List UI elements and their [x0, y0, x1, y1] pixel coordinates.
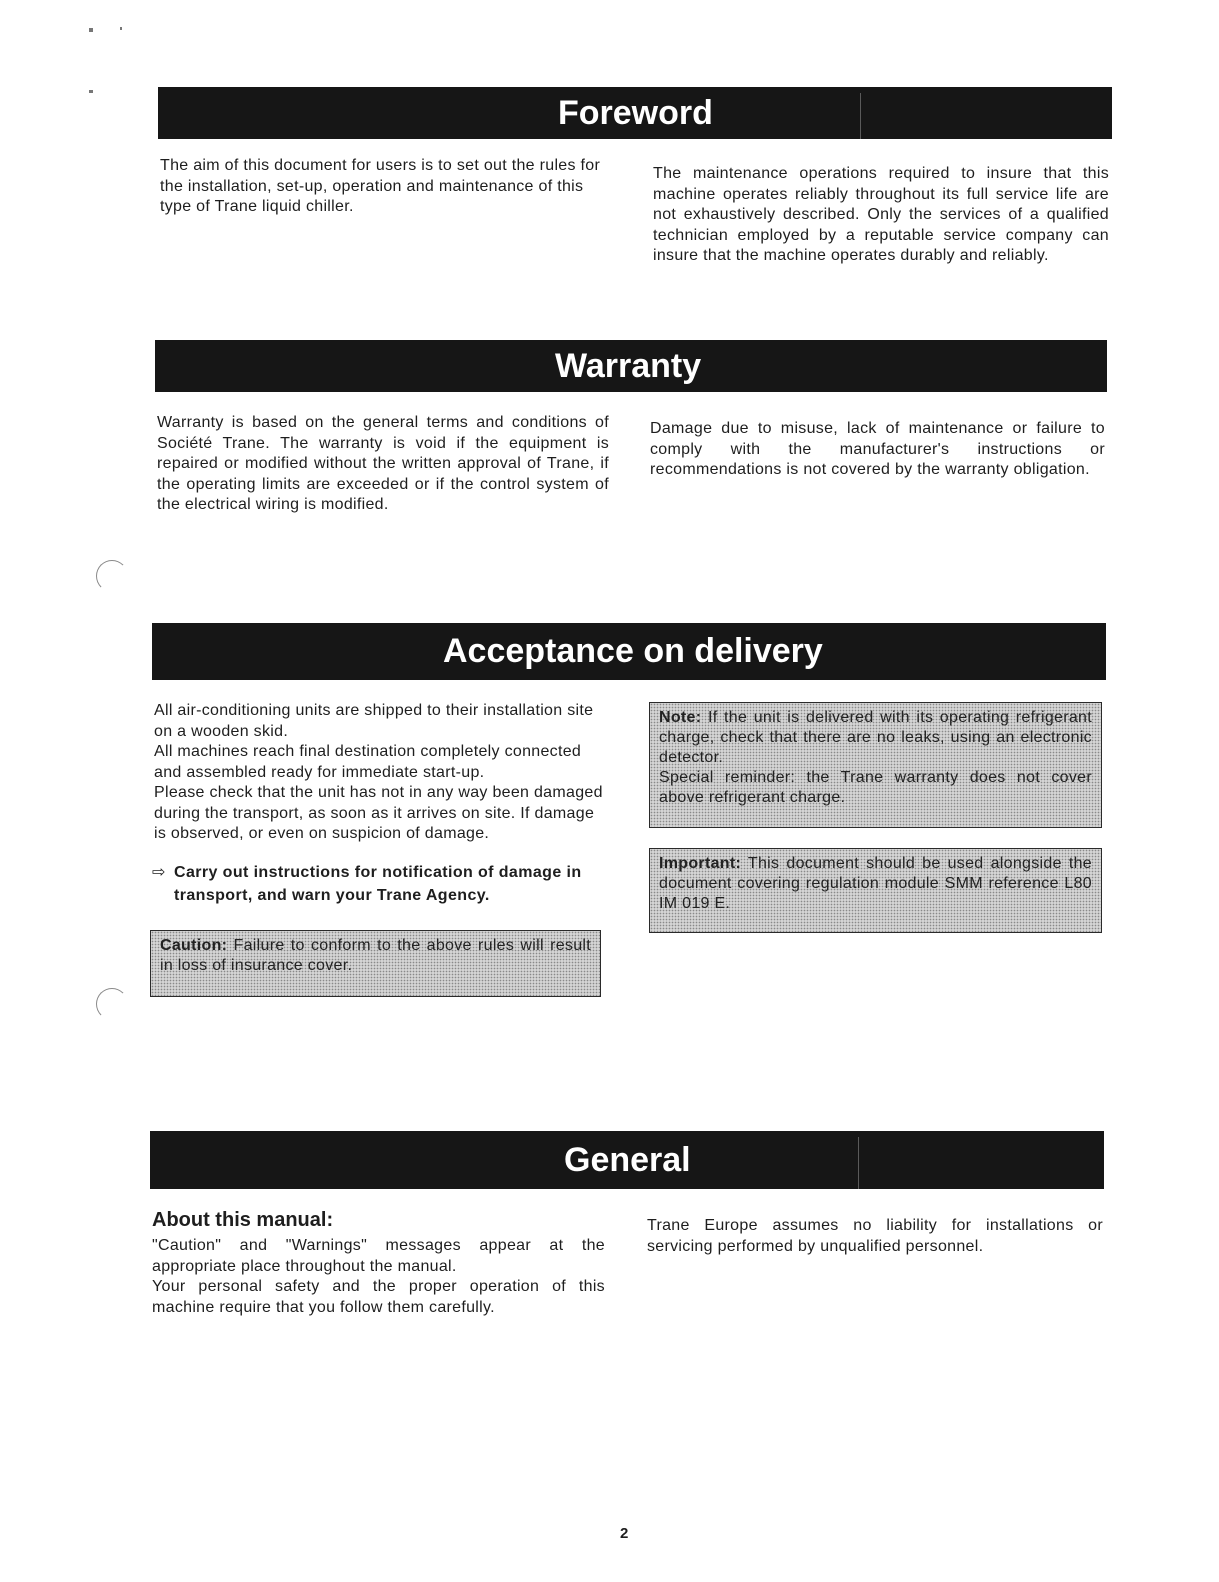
acceptance-left-text: [154, 701, 609, 845]
scan-speck: [120, 27, 122, 30]
warranty-right-text: Damage due to misuse, lack of maintenance or failure to comply with the manufacturer's instructions or recommendations is not covered by the warranty obligation.: [650, 420, 1105, 478]
acceptance-para-3: Please check that the unit has not in any way been damaged during the transport, as soon as it arrives on site. If damage is observed, or even on suspicion of damage.: [154, 784, 603, 842]
caution-box: [150, 930, 601, 997]
punch-hole-mark: [96, 560, 128, 592]
instruction-block: [152, 861, 607, 907]
foreword-left-text: The aim of this document for users is to set out the rules for the installation, set-up, operation and maintenance of this type of Trane liquid chiller.: [160, 157, 601, 215]
important-label: Important:: [659, 855, 742, 872]
acceptance-para-2: All machines reach final destination completely connected and assembled ready for immediate start-up.: [154, 743, 582, 781]
acceptance-title: Acceptance on delivery: [443, 632, 823, 670]
foreword-banner: [158, 87, 1112, 139]
caution-label: Caution:: [160, 937, 228, 954]
banner-divider: [860, 93, 861, 139]
important-text: This document should be used alongside the document covering regulation module SMM reference L80 IM 019 E.: [659, 855, 1092, 912]
note-label: Note:: [659, 709, 702, 726]
general-right-text: Trane Europe assumes no liability for installations or servicing performed by unqualified personnel.: [647, 1217, 1103, 1255]
scan-speck: [89, 28, 93, 32]
general-subheading: About this manual:: [152, 1209, 334, 1231]
general-para-2: Your personal safety and the proper operation of this machine require that you follow them carefully.: [152, 1278, 605, 1316]
note-paragraph: [659, 708, 1092, 768]
punch-hole-mark: [96, 988, 128, 1020]
acceptance-para-1: All air-conditioning units are shipped to their installation site on a wooden skid.: [154, 702, 594, 740]
arrow-right-icon: ⇨: [152, 864, 166, 881]
important-box: [649, 848, 1102, 933]
caution-text: Failure to conform to the above rules will result in loss of insurance cover.: [160, 937, 592, 974]
general-left-text: [152, 1236, 605, 1318]
note-text: If the unit is delivered with its operating refrigerant charge, check that there are no leaks, using an electronic detector.: [659, 709, 1092, 766]
warranty-banner: [155, 340, 1107, 392]
banner-divider: [858, 1137, 859, 1189]
general-banner: [150, 1131, 1104, 1189]
warranty-title: Warranty: [555, 347, 702, 385]
note-box: [649, 702, 1102, 828]
foreword-title: Foreword: [558, 94, 713, 132]
general-para-1: "Caution" and "Warnings" messages appear at the appropriate place throughout the manual.: [152, 1237, 605, 1275]
warranty-left-text: Warranty is based on the general terms and conditions of Société Trane. The warranty is void if the equipment is repaired or modified without the written approval of Trane, if the operating limits are exceeded or if the control system of the electrical wiring is modified.: [157, 414, 609, 513]
scan-speck: [89, 90, 93, 93]
page-number: 2: [620, 1525, 629, 1542]
acceptance-banner: [152, 623, 1106, 680]
general-title: General: [564, 1141, 691, 1179]
reminder-text: Special reminder: the Trane warranty does not cover above refrigerant charge.: [659, 769, 1092, 806]
instruction-text: Carry out instructions for notification of damage in transport, and warn your Trane Agency.: [174, 864, 582, 904]
foreword-right-text: The maintenance operations required to insure that this machine operates reliably throughout its full service life are not exhaustively described. Only the services of a qualified technician employed by a reputable service company can insure that the machine operates durably and reliably.: [653, 165, 1109, 264]
